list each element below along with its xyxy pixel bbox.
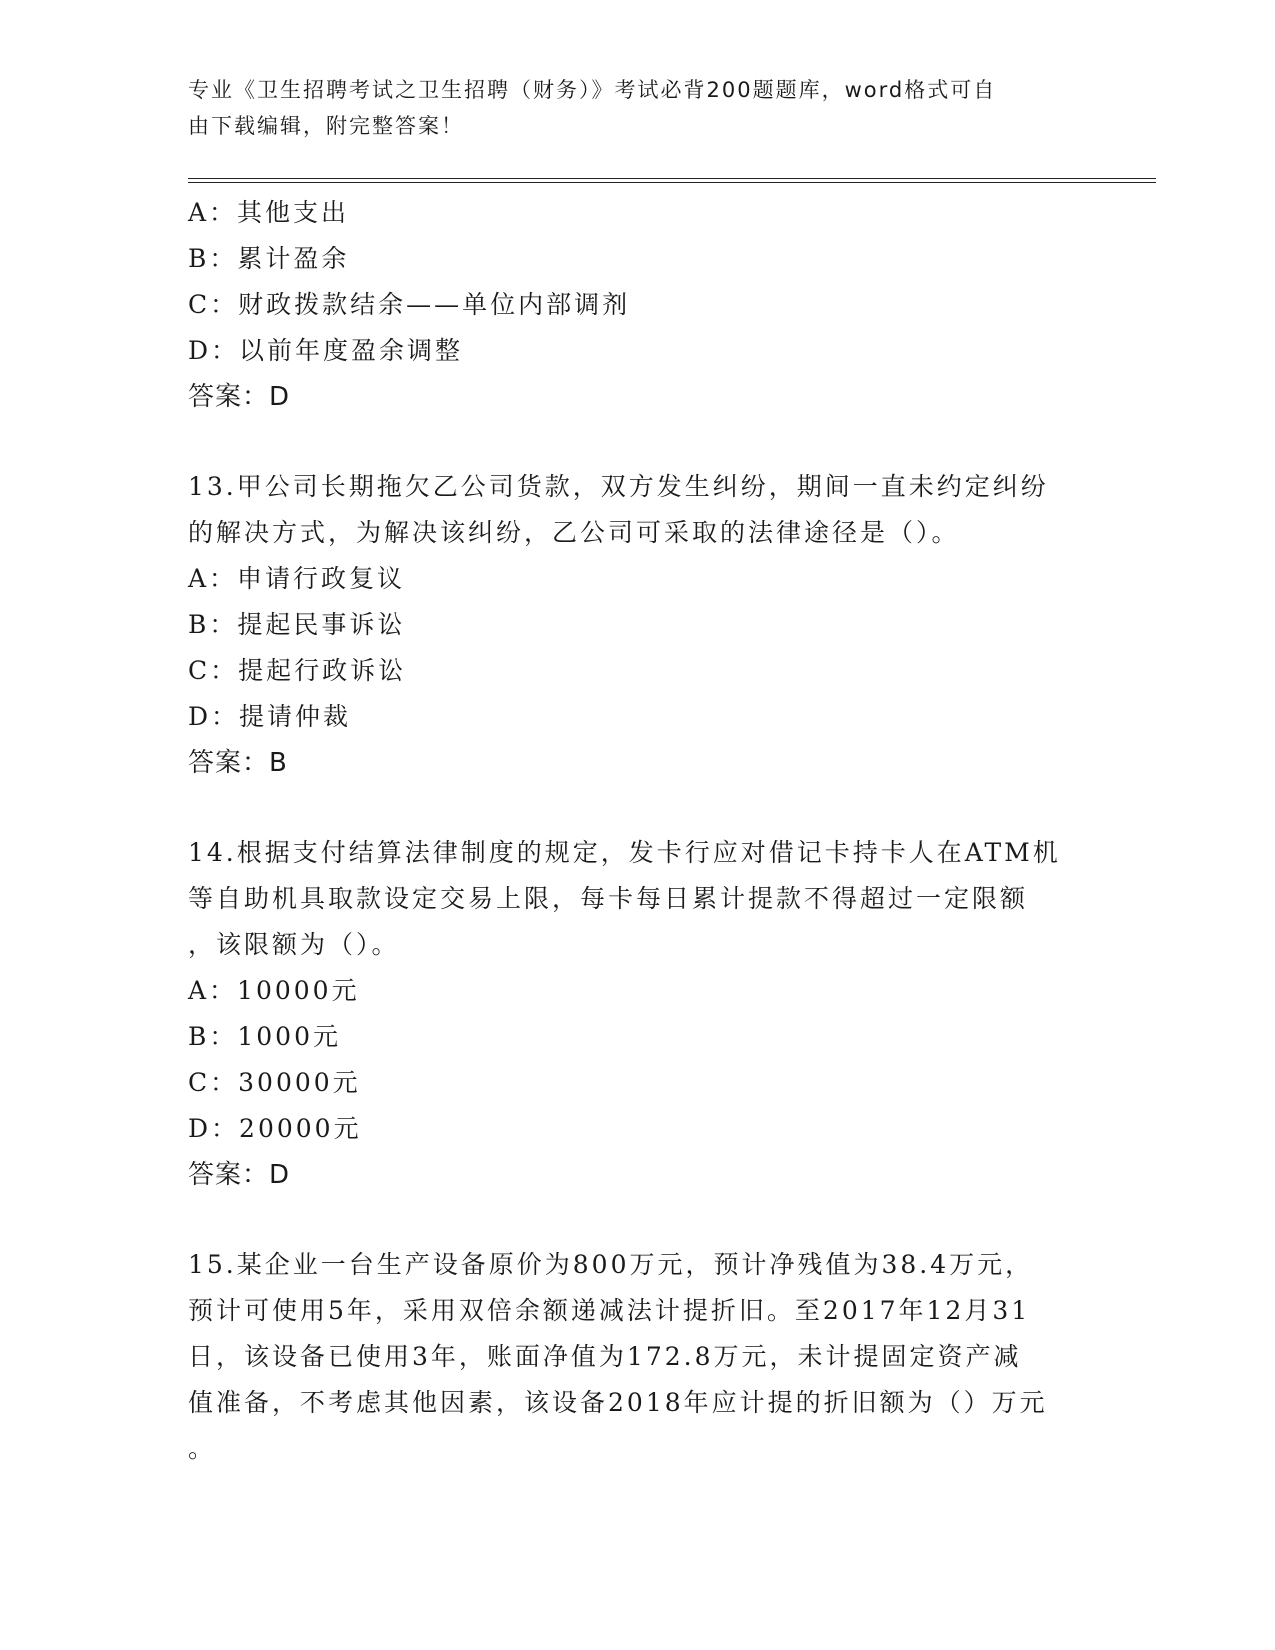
option-b: B：累计盈余 — [188, 244, 350, 273]
option-a: A：其他支出 — [188, 198, 350, 227]
question-stem-line: 15.某企业一台生产设备原价为800万元，预计净残值为38.4万元， — [188, 1250, 1034, 1279]
question-13 — [188, 464, 1088, 786]
question-12 — [188, 190, 1088, 420]
option-d: D：20000元 — [188, 1114, 362, 1143]
question-stem-line: 预计可使用5年，采用双倍余额递减法计提折旧。至2017年12月31 — [188, 1296, 1031, 1325]
question-stem-line: 等自助机具取款设定交易上限，每卡每日累计提款不得超过一定限额 — [188, 884, 1029, 913]
question-15 — [188, 1242, 1088, 1472]
answer: 答案：B — [188, 748, 288, 778]
question-stem-line: 14.根据支付结算法律制度的规定，发卡行应对借记卡持卡人在ATM机 — [188, 838, 1061, 867]
option-c: C：30000元 — [188, 1068, 361, 1097]
header-line-1: 专业《卫生招聘考试之卫生招聘（财务）》考试必背200题题库，word格式可自 — [188, 78, 997, 102]
option-b: B：提起民事诉讼 — [188, 610, 406, 639]
question-stem-line: 。 — [188, 1434, 217, 1463]
answer: 答案：D — [188, 382, 291, 412]
option-a: A：10000元 — [188, 976, 360, 1005]
option-c: C：提起行政诉讼 — [188, 656, 407, 685]
header-line-2: 由下载编辑，附完整答案！ — [188, 114, 464, 138]
document-header — [188, 72, 1068, 144]
document-body — [188, 190, 1088, 1472]
question-stem-line: 13.甲公司长期拖欠乙公司货款，双方发生纠纷，期间一直未约定纠纷 — [188, 472, 1049, 501]
option-c: C：财政拨款结余——单位内部调剂 — [188, 290, 631, 319]
option-d: D：提请仲裁 — [188, 702, 352, 731]
option-d: D：以前年度盈余调整 — [188, 336, 464, 365]
question-stem-line: 日，该设备已使用3年，账面净值为172.8万元，未计提固定资产减 — [188, 1342, 1022, 1371]
answer: 答案：D — [188, 1160, 291, 1190]
question-stem-line: ，该限额为（）。 — [188, 930, 400, 959]
question-stem-line: 值准备，不考虑其他因素，该设备2018年应计提的折旧额为（）万元 — [188, 1388, 1048, 1417]
question-14 — [188, 830, 1088, 1198]
header-divider — [188, 178, 1156, 183]
option-a: A：申请行政复议 — [188, 564, 406, 593]
question-stem-line: 的解决方式，为解决该纠纷，乙公司可采取的法律途径是（）。 — [188, 518, 960, 547]
option-b: B：1000元 — [188, 1022, 341, 1051]
